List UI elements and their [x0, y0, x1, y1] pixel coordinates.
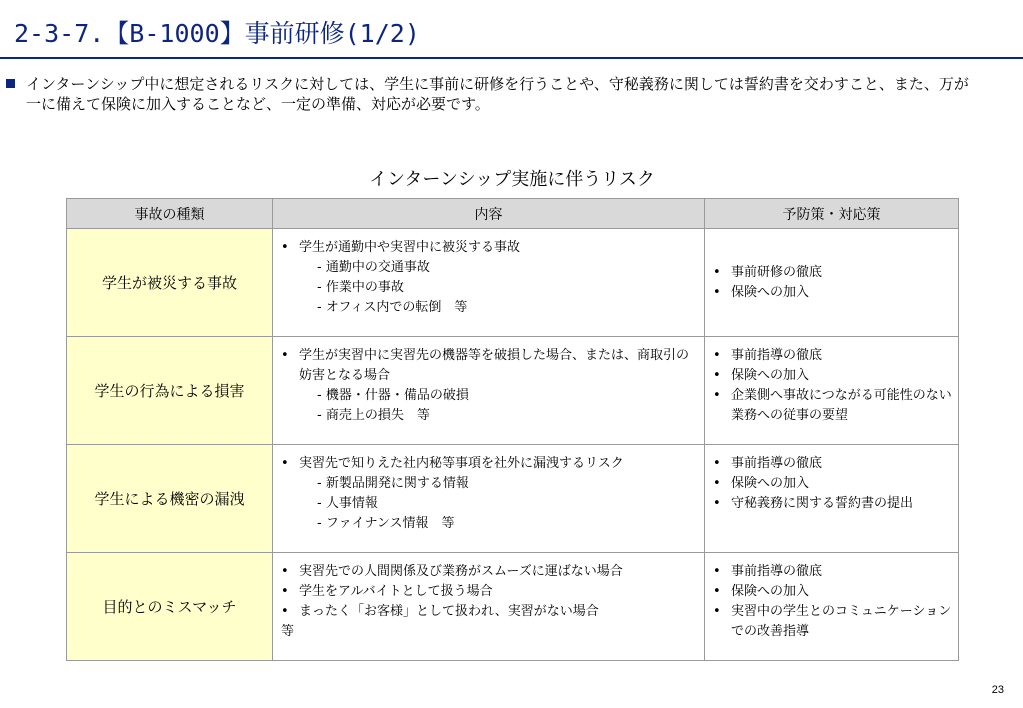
content-sub-item: - 人事情報: [317, 496, 378, 511]
square-bullet-icon: [6, 79, 15, 88]
table-caption: インターンシップ実施に伴うリスク: [369, 169, 655, 190]
measure-bullet: • 事前研修の徹底: [713, 264, 823, 280]
slide-title: 2-3-7.【B-1000】事前研修(1/2): [14, 19, 420, 48]
table-row: [67, 445, 959, 553]
content-bullet: • まったく「お客様」として扱われ、実習がない場合: [281, 604, 599, 619]
intro-text: インターンシップ中に想定されるリスクに対しては、学生に事前に研修を行うことや、守秘義務に関しては誓約書を交わすこと、また、万が一に備えて保険に加入することなど、一定の準備、対応が必要です。: [26, 75, 969, 113]
table-header-row: [67, 199, 959, 229]
accident-type-cell: 目的とのミスマッチ: [67, 553, 273, 661]
measure-bullet: • 事前指導の徹底: [713, 456, 823, 471]
header-measures: 予防策・対応策: [705, 199, 959, 229]
header-content: 内容: [273, 199, 705, 229]
title-divider: [0, 57, 1023, 59]
content-trailing-text: 等: [281, 624, 295, 639]
measure-bullet: • 保険への加入: [713, 476, 810, 491]
header-accident-type: 事故の種類: [67, 199, 273, 229]
measure-bullet: • 保険への加入: [713, 284, 810, 300]
content-bullet: • 実習先で知りえた社内秘等事項を社外に漏洩するリスク: [281, 456, 624, 471]
measures-cell: [705, 229, 959, 337]
content-sub-item: - オフィス内での転倒 等: [317, 300, 468, 315]
content-bullet: • 学生をアルバイトとして扱う場合: [281, 584, 493, 599]
content-sub-item: - 商売上の損失 等: [317, 408, 430, 423]
accident-type-cell: 学生による機密の漏洩: [67, 445, 273, 553]
accident-type-cell: 学生が被災する事故: [67, 229, 273, 337]
measure-bullet: • 事前指導の徹底: [713, 348, 823, 363]
intro-paragraph: [26, 74, 976, 114]
measure-bullet: • 保険への加入: [713, 368, 810, 383]
content-sub-item: - 通勤中の交通事故: [317, 260, 430, 275]
measure-bullet: • 事前指導の徹底: [713, 564, 823, 579]
content-cell: [273, 229, 705, 337]
content-sub-item: - 機器・什器・備品の破損: [317, 388, 469, 403]
risk-table: [66, 198, 959, 661]
page-number: 23: [991, 684, 1004, 696]
measure-bullet: • 企業側へ事故につながる可能性のない業務への従事の要望: [713, 388, 952, 423]
table-row: [67, 229, 959, 337]
accident-type-cell: 学生の行為による損害: [67, 337, 273, 445]
content-cell: [273, 553, 705, 661]
measures-cell: [705, 337, 959, 445]
content-cell: [273, 445, 705, 553]
measures-cell: [705, 553, 959, 661]
measures-cell: [705, 445, 959, 553]
content-cell: [273, 337, 705, 445]
content-bullet: • 実習先での人間関係及び業務がスムーズに運ばない場合: [281, 564, 623, 579]
measure-bullet: • 保険への加入: [713, 584, 810, 599]
content-bullet: • 学生が通勤中や実習中に被災する事故: [281, 240, 521, 255]
content-sub-item: - ファイナンス情報 等: [317, 516, 455, 531]
measure-bullet: • 守秘義務に関する誓約書の提出: [713, 496, 914, 511]
content-bullet: • 学生が実習中に実習先の機器等を破損した場合、または、商取引の妨害となる場合: [281, 348, 690, 383]
table-row: [67, 337, 959, 445]
measure-bullet: • 実習中の学生とのコミュニケーションでの改善指導: [713, 604, 952, 639]
content-sub-item: - 作業中の事故: [317, 280, 404, 295]
table-row: [67, 553, 959, 661]
content-sub-item: - 新製品開発に関する情報: [317, 476, 469, 491]
